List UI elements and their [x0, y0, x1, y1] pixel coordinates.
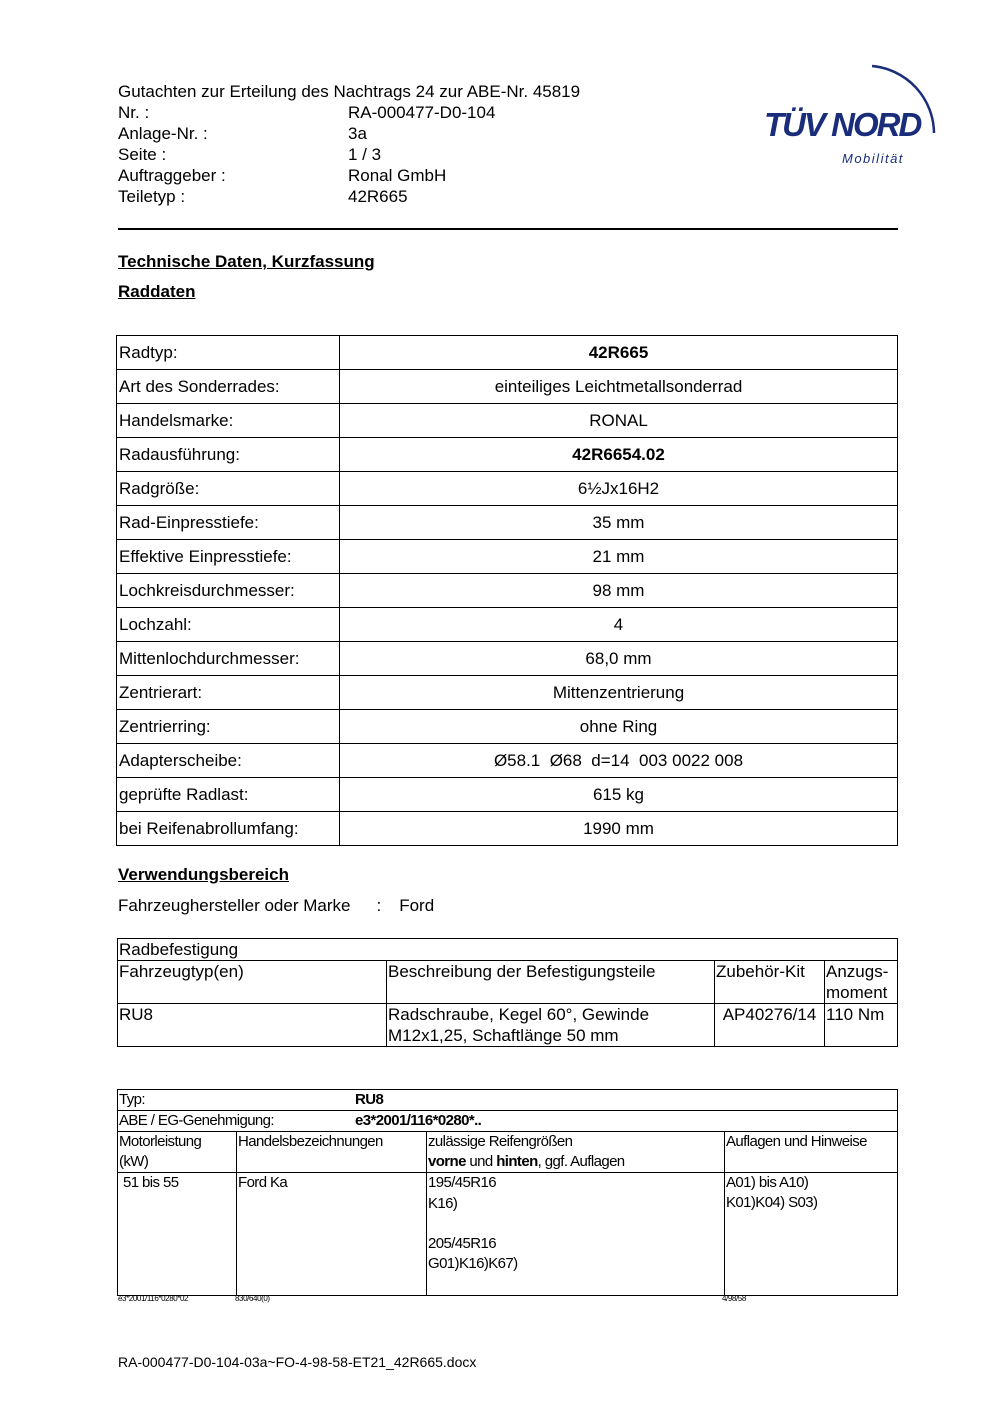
- table-row: geprüfte Radlast: 615 kg: [117, 778, 898, 812]
- hersteller-label: Fahrzeughersteller oder Marke: [118, 896, 351, 915]
- table-row: Handelsmarke: RONAL: [117, 404, 898, 438]
- header-row-nr: Nr. : RA-000477-D0-104: [118, 103, 496, 122]
- table-row: Lochzahl: 4: [117, 608, 898, 642]
- header-info: [118, 81, 580, 207]
- table-row: Radbefestigung: [118, 939, 898, 961]
- small-footer-mid: 830/640(0): [235, 1294, 270, 1303]
- typ-genehmigung-table: [117, 1089, 898, 1296]
- table-row: Radausführung: 42R6654.02: [117, 438, 898, 472]
- table-row: bei Reifenabrollumfang: 1990 mm: [117, 812, 898, 846]
- table-row: Typ: RU8: [118, 1090, 898, 1111]
- table-row: Art des Sonderrades: einteiliges Leichtmetallsonderrad: [117, 370, 898, 404]
- table-row: ABE / EG-Genehmigung: e3*2001/116*0280*..: [118, 1111, 898, 1132]
- table-header-row: Fahrzeugtyp(en) Beschreibung der Befestigungsteile Zubehör-Kit Anzugs-moment: [118, 961, 898, 1004]
- small-footer-left: e3*2001/116*0280*02: [118, 1294, 189, 1303]
- header-row-teiletyp: Teiletyp : 42R665: [118, 187, 408, 206]
- table-row: Radtyp: 42R665: [117, 336, 898, 370]
- table-row: Effektive Einpresstiefe: 21 mm: [117, 540, 898, 574]
- header-row-anlage: Anlage-Nr. : 3a: [118, 124, 367, 143]
- section-title-tech: Technische Daten, Kurzfassung: [118, 252, 375, 271]
- header-divider: [118, 228, 898, 230]
- section-title-verwendung: Verwendungsbereich: [118, 865, 289, 884]
- section-title-raddaten: Raddaten: [118, 282, 196, 301]
- table-row: Rad-Einpresstiefe: 35 mm: [117, 506, 898, 540]
- header-row-seite: Seite : 1 / 3: [118, 145, 382, 164]
- file-footer: RA-000477-D0-104-03a~FO-4-98-58-ET21_42R665.docx: [118, 1354, 477, 1370]
- table-row: Mittenlochdurchmesser: 68,0 mm: [117, 642, 898, 676]
- header-row-auftraggeber: Auftraggeber : Ronal GmbH: [118, 166, 447, 185]
- document-title: Gutachten zur Erteilung des Nachtrags 24 zur ABE-Nr. 45819: [118, 82, 581, 101]
- table-row: 51 bis 55 Ford Ka 195/45R16 K16) 205/45R16 G01)K16)K67) A01) bis A10) K01)K04) S03): [118, 1173, 898, 1296]
- svg-text:TÜV NORD: TÜV NORD: [764, 106, 921, 143]
- table-row: Adapterscheibe: Ø58.1 Ø68 d=14 003 0022 008: [117, 744, 898, 778]
- tuev-nord-logo: [762, 58, 942, 173]
- svg-text:Mobilität: Mobilität: [842, 151, 904, 166]
- hersteller-line: [118, 896, 434, 916]
- table-row: Lochkreisdurchmesser: 98 mm: [117, 574, 898, 608]
- table-row: Zentrierring: ohne Ring: [117, 710, 898, 744]
- raddaten-table: [116, 335, 898, 846]
- table-header-row: Motorleistung (kW) Handelsbezeichnungen zulässige Reifengrößen vorne und hinten, ggf. Auflagen Auflagen und Hinweise: [118, 1132, 898, 1173]
- table-row: Zentrierart: Mittenzentrierung: [117, 676, 898, 710]
- hersteller-value: Ford: [399, 896, 435, 915]
- small-footer-right: 4/98/58: [722, 1294, 746, 1303]
- radbefestigung-table: [117, 938, 898, 1047]
- table-row: RU8 Radschraube, Kegel 60°, Gewinde M12x1,25, Schaftlänge 50 mm AP40276/14 110 Nm: [118, 1004, 898, 1047]
- table-row: Radgröße: 6½Jx16H2: [117, 472, 898, 506]
- hersteller-separator: :: [376, 896, 382, 915]
